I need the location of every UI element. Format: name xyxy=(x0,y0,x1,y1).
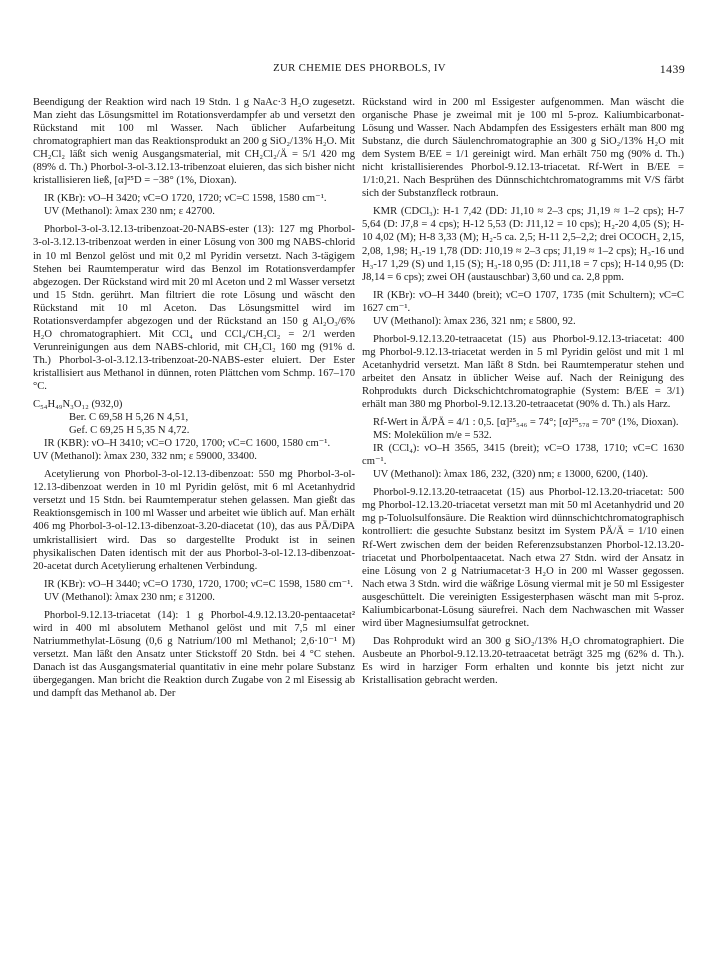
uv-data: UV (Methanol): λmax 230 nm; ε 31200. xyxy=(44,591,215,603)
paragraph-tetraacetate-b: Phorbol-9.12.13.20-tetraacetat (15) aus Phorbol-12.13.20-triacetat: 500 mg Phorbol-12.13.20-triacetat versetzt man mit 50 ml Acetanhydrid und 20 mg p-Toluolsulfonsäure. Die Reaktion wird dünnschichtchromatographisch kontrolliert: die gesuchte Substanz besitzt im System PÄ/Ä = 1/10 einen Rf-Wert zwischen dem der beiden Referenzsubstanzen Phorbol-12.13.20-triacetat und Phorbolpentaacetat. Nach etwa 27 Stdn. wird der Ansatz in eine Lösung von 2 g Natriumacetat·3 H₂O in 200 ml Wasser gegossen. Nach etwa 3 Stdn. wird die wäßrige Lösung viermal mit je 50 ml Essigester ausgeschüttelt. Die vereinigten Essigesterphasen wäscht man mit 5-proz. Kaliumbicarbonat-Lösung säurefrei. Nach dem Nachwaschen mit Wasser wird über Magnesiumsulfat getrocknet. xyxy=(362,487,684,629)
paragraph-triacetate: Phorbol-9.12.13-triacetat (14): 1 g Phorbol-4.9.12.13.20-pentaacetat² wird in 400 ml absolutem Methanol gelöst und mit 7,5 ml einer Natriummethylat-Lösung (0,6 g Natrium/100 ml Methanol; 2,6·10⁻¹ M) versetzt. Man läßt den Ansatz unter Stickstoff 20 Stdn. bei 4 °C stehen. Danach ist das Ausgangsmaterial quantitativ in eine mehr polare Substanz übergegangen. Man bricht die Reaktion durch Zugabe von 2 ml Eisessig ab und dampft das Methanol ab. Der xyxy=(33,609,355,700)
ms-data: MS: Molekülion m/e = 532. xyxy=(373,430,492,442)
uv-data: UV (Methanol): λmax 230, 332 nm; ε 59000, 33400. xyxy=(33,451,257,463)
paragraph-nabs-ester: Phorbol-3-ol-3.12.13-tribenzoat-20-NABS-ester (13): 127 mg Phorbol-3-ol-3.12.13-tribenzoat werden in einer Lösung von 300 mg NABS-chlorid in 10 ml Benzol gelöst und mit 0,2 ml Pyridin versetzt. Nach 3-tägigem Stehen bei Raumtemperatur wird das Benzol im Rotationsverdampfer abgezogen. Der Rückstand wird mit 20 ml Aceton und 2 ml Wasser versetzt und 15 Stdn. gerührt. Man filtriert die rote Lösung und wäscht den Rückstand mit 10 ml Aceton. Das Lösungsmittel wird im Rotationsverdampfer abgezogen und der Rückstand an 150 g Al₂O₃/6% H₂O chromatographiert. Mit CCl₄ und CCl₄/CH₂Cl₂ = 2/1 werden Verunreinigungen aus dem NABS-chlorid, mit CH₂Cl₂ 160 mg (91% d. Th.) Phorbol-3-ol-3.12.13-tribenzoat-20-NABS-ester eluiert. Der Ester kristallisiert aus Methanol in dünnen, roten Plättchen vom Schmp. 167–170 °C. xyxy=(33,224,355,392)
paragraph-workup: Beendigung der Reaktion wird nach 19 Stdn. 1 g NaAc·3 H₂O zugesetzt. Man zieht das Lösungsmittel im Rotationsverdampfer ab und versetzt den Rückstand mit 100 ml Wasser. Nach üblicher Aufarbeitung chromatographiert man das Reaktionsprodukt an 200 g SiO₂/13% H₂O. Mit CH₂Cl₂ läßt sich wenig Ausgangsmaterial, mit CH₂Cl₂/Ä = 5/1 420 mg (89% d. Th.) Phorbol-3-ol-3.12.13-tribenzoat eluieren, das sich bisher nicht kristallisieren ließ, [α]²⁵D = −38° (1%, Dioxan). xyxy=(33,97,355,187)
paragraph-tetraacetate-a: Phorbol-9.12.13.20-tetraacetat (15) aus Phorbol-9.12.13-triacetat: 400 mg Phorbol-9.12.13-triacetat werden in 5 ml Pyridin gelöst und mit 1 ml Acetanhydrid versetzt. Man läßt 8 Stdn. bei Raumtemperatur stehen und arbeitet den Ansatz in üblicher Weise auf. Nach der Reinigung des Rohprodukts durch Dickschichtchromatographie (System: B/EE = 3/1) erhält man 380 mg Phorbol-9.12.13.20-tetraacetat (90% d. Th.) als Harz. xyxy=(362,333,684,411)
left-column xyxy=(33,96,355,705)
paragraph-triacetate-continued: Rückstand wird in 200 ml Essigester aufgenommen. Man wäscht die organische Phase je zweimal mit je 100 ml 5-proz. Kaliumbicarbonat-Lösung und Wasser. Nach Abdampfen des Essigesters erhält man 800 mg Substanz, die durch Säulenchromatographie an 300 g SiO₂/13% H₂O mit dem System B/EE = 1/1 gereinigt wird. Man erhält 750 mg (90% d. Th.) nicht kristallisierendes Phorbol-9.12.13-triacetat. Rf-Wert in B/EE = 1/1:0,21. Nach Besprühen des Dünnschichtchromatogramms mit V/S färbt sich der Substanzfleck rotbraun. xyxy=(362,97,684,200)
ir-data: IR (KBR): νO–H 3410; νC=O 1720, 1700; νC=C 1600, 1580 cm⁻¹. xyxy=(44,438,331,450)
page-number: 1439 xyxy=(659,62,685,76)
nmr-data: KMR (CDCl₃): H-1 7,42 (DD: J1,10 ≈ 2–3 cps; J1,19 ≈ 1–2 cps); H-7 5,64 (D: J7,8 = 4 cps); H-12 5,53 (D: J11,12 = 10 cps); H₂-20 4,05 (S); H-10 4,02 (M); H-8 3,33 (M); H₂-5 ca. 2,5; H-11 2,5–2,2; drei OCOCH₃ 2,15, 2,08, 1,98; H₃-19 1,78 (DD: J10,19 ≈ 2–3 cps; J1,19 ≈ 1–2 cps); H₃-16 und H₃-17 1,29 (S) und 1,15 (S); H₃-18 0,95 (D: J11,18 = 7 cps); H-14 0,95 (D: J8,14 = 6 cps); zwei OH (austauschbar) 3,60 und ca. 2,8 ppm. xyxy=(362,206,684,283)
ir-data: IR (CCl₄): νO–H 3565, 3415 (breit); νC=O 1738, 1710; νC=C 1630 cm⁻¹. xyxy=(362,443,684,468)
right-column xyxy=(362,96,684,692)
ir-data: IR (KBr): νO–H 3440 (breit); νC=O 1707, 1735 (mit Schultern); νC=C 1627 cm⁻¹. xyxy=(362,289,684,314)
analysis-found: Gef. C 69,25 H 5,35 N 4,72. xyxy=(69,425,190,437)
ir-data: IR (KBr): νO–H 3440; νC=O 1730, 1720, 1700; νC=C 1598, 1580 cm⁻¹. xyxy=(44,578,354,590)
rf-rotation-data: Rf-Wert in Ä/PÄ = 4/1 : 0,5. [α]²⁵₅₄₆ = 74°; [α]²⁵₅₇₈ = 70° (1%, Dioxan). xyxy=(373,417,679,429)
running-header xyxy=(34,62,685,78)
formula-line: C₅₄H₄₉N₃O₁₂ (932,0) xyxy=(33,399,123,411)
running-title: ZUR CHEMIE DES PHORBOLS, IV xyxy=(273,62,446,74)
ir-data: IR (KBr): νO–H 3420; νC=O 1720, 1720; νC=C 1598, 1580 cm⁻¹. xyxy=(44,193,327,205)
uv-data: UV (Methanol): λmax 186, 232, (320) nm; ε 13000, 6200, (140). xyxy=(373,469,649,481)
paragraph-acetylation: Acetylierung von Phorbol-3-ol-12.13-dibenzoat: 550 mg Phorbol-3-ol-12.13-dibenzoat werden in 10 ml Pyridin gelöst, mit 6 ml Acetanhydrid versetzt und 15 Stdn. bei Raumtemperatur stehen gelassen. Man gießt das Reaktionsgemisch in 100 ml Wasser und arbeitet wie üblich auf. Man erhält 406 mg Phorbol-3-ol-12.13-dibenzoat-3.20-diacetat (10), das aus PÄ/DiPA umkristallisiert wird. Das so dargestellte Produkt ist in seinen physikalischen Daten identisch mit der aus Phorbol-3-ol-12.13-dibenzoat-20-acetat durch Acetylierung erhaltenen Verbindung. xyxy=(33,469,355,572)
paragraph-yield: Das Rohprodukt wird an 300 g SiO₂/13% H₂O chromatographiert. Die Ausbeute an Phorbol-9.12.13.20-tetraacetat beträgt 325 mg (62% d. Th.). Es wird in harziger Form erhalten und konnte bis jetzt nicht zur Kristallisation gebracht werden. xyxy=(362,635,684,686)
analysis-calculated: Ber. C 69,58 H 5,26 N 4,51, xyxy=(69,412,189,424)
uv-data: UV (Methanol): λmax 230 nm; ε 42700. xyxy=(44,206,215,218)
uv-data: UV (Methanol): λmax 236, 321 nm; ε 5800, 92. xyxy=(373,315,576,327)
